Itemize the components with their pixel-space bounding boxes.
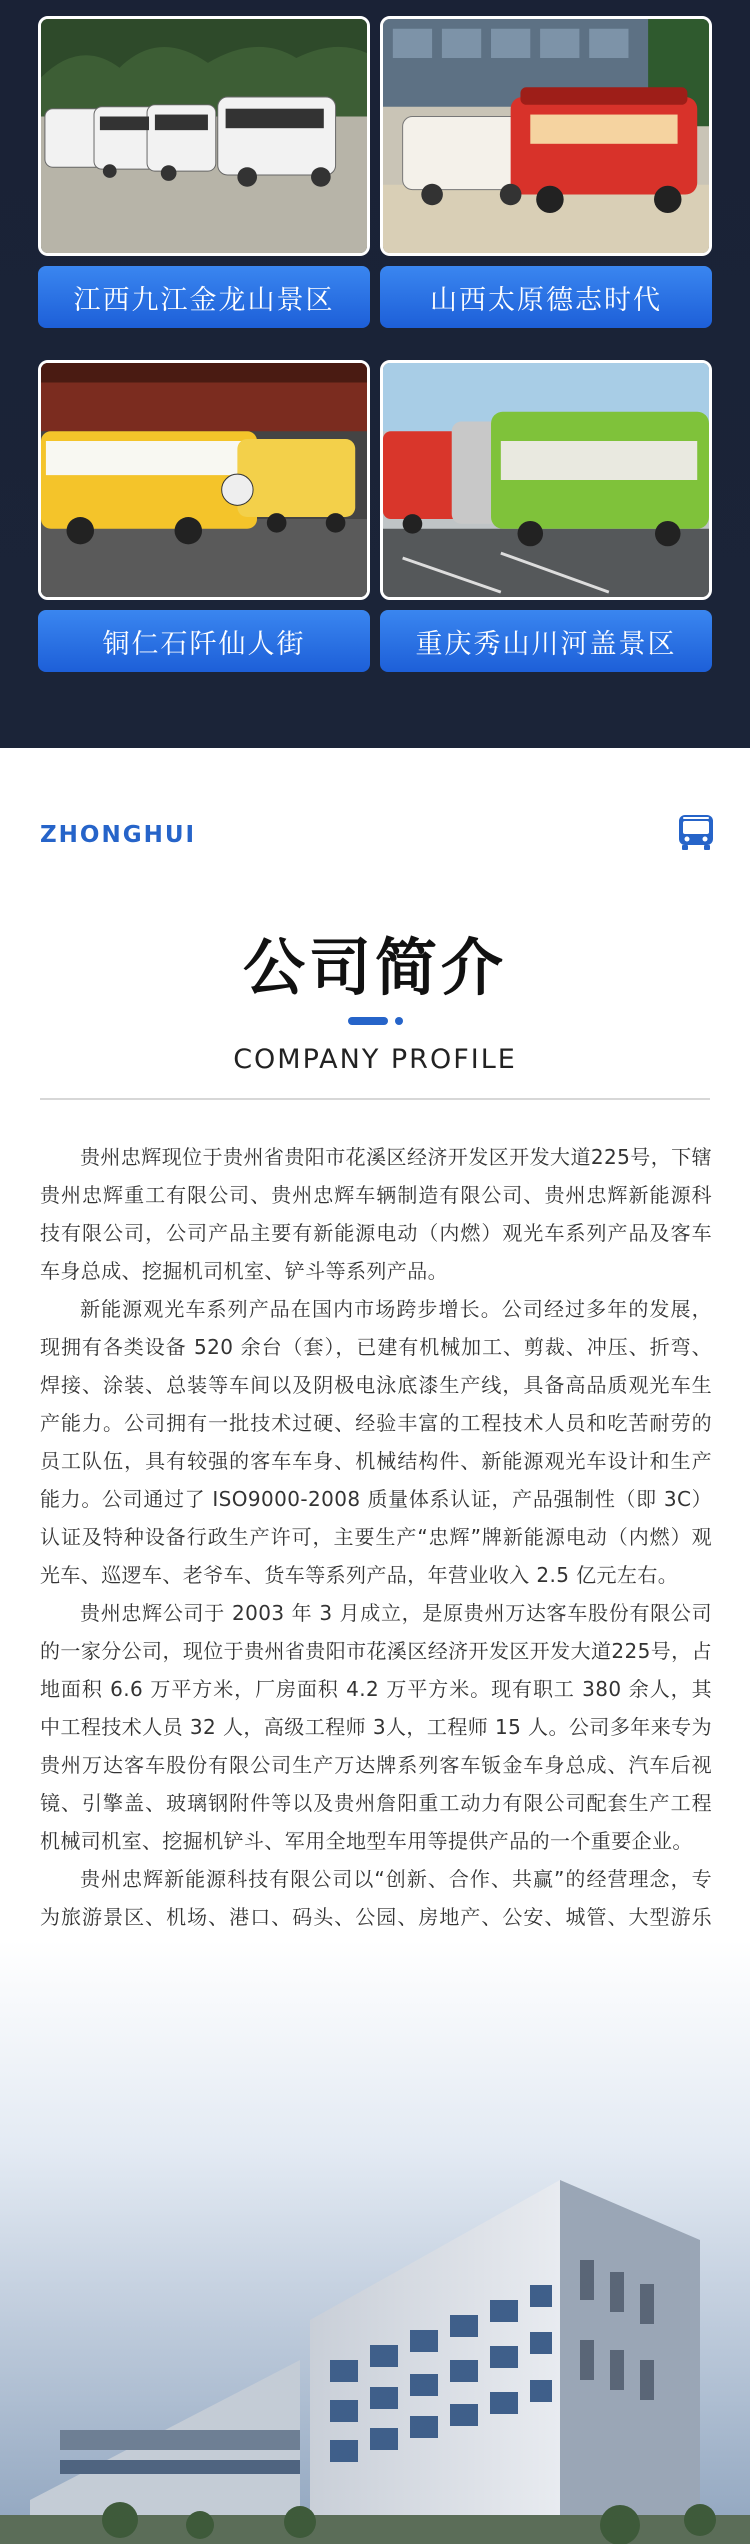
title-divider-decoration [348,1017,404,1025]
profile-text [40,1138,712,2050]
gallery-caption-3: 铜仁石阡仙人街 [38,610,370,672]
gallery-photo-2 [380,16,712,256]
factory-building-image [0,1940,750,2544]
gallery-caption-4: 重庆秀山川河盖景区 [380,610,712,672]
profile-paragraph-1: 贵州忠辉现位于贵州省贵阳市花溪区经济开发区开发大道225号，下辖贵州忠辉重工有限公司、贵州忠辉车辆制造有限公司、贵州忠辉新能源科技有限公司，公司产品主要有新能源电动（内燃）观光车系列产品及客车车身总成、挖掘机司机室、铲斗等系列产品。 [40,1145,712,1283]
brand-name: ZHONGHUI [40,822,197,848]
gallery-photo-1 [38,16,370,256]
gallery-caption-2: 山西太原德志时代 [380,266,712,328]
section-title: 公司简介 [242,931,507,1004]
section-divider [40,1098,710,1100]
profile-paragraph-3: 贵州忠辉公司于 2003 年 3 月成立，是原贵州万达客车股份有限公司的一家分公司，现位于贵州省贵阳市花溪区经济开发区开发大道225号，占地面积 6.6 万平方米，厂房面积 4.2 万平方米。现有职工 380 余人，其中工程技术人员 32 人，高级工程师 3人，工程师 15 人。公司多年来专为贵州万达客车股份有限公司生产万达牌系列客车钣金车身总成、汽车后视镜、引擎盖、玻璃钢附件等以及贵州詹阳重工动力有限公司配套生产工程机械司机室、挖掘机铲斗、军用全地型车用等提供产品的一个重要企业。 [40,1601,712,1853]
section-subtitle: COMPANY PROFILE [233,1044,517,1075]
gallery-caption-1: 江西九江金龙山景区 [38,266,370,328]
gallery-photo-4 [380,360,712,600]
project-gallery [0,0,750,748]
bus-icon [676,812,716,852]
profile-paragraph-2: 新能源观光车系列产品在国内市场跨步增长。公司经过多年的发展，现拥有各类设备 520 余台（套），已建有机械加工、剪裁、冲压、折弯、焊接、涂装、总装等车间以及阴极电泳底漆生产线，具备高品质观光车生产能力。公司拥有一批技术过硬、经验丰富的工程技术人员和吃苦耐劳的员工队伍，具有较强的客车车身、机械结构件、新能源观光车设计和生产能力。公司通过了 ISO9000-2008 质量体系认证，产品强制性（即 3C）认证及特种设备行政生产许可，主要生产“忠辉”牌新能源电动（内燃）观光车、巡逻车、老爷车、货车等系列产品，年营业收入 2.5 亿元左右。 [40,1297,712,1587]
profile-paragraph-4: 贵州忠辉新能源科技有限公司以“创新、合作、共赢”的经营理念，专为旅游景区、机场、港口、码头、公园、房地产、公安、城管、大型游乐 [40,1867,712,1929]
gallery-photo-3 [38,360,370,600]
